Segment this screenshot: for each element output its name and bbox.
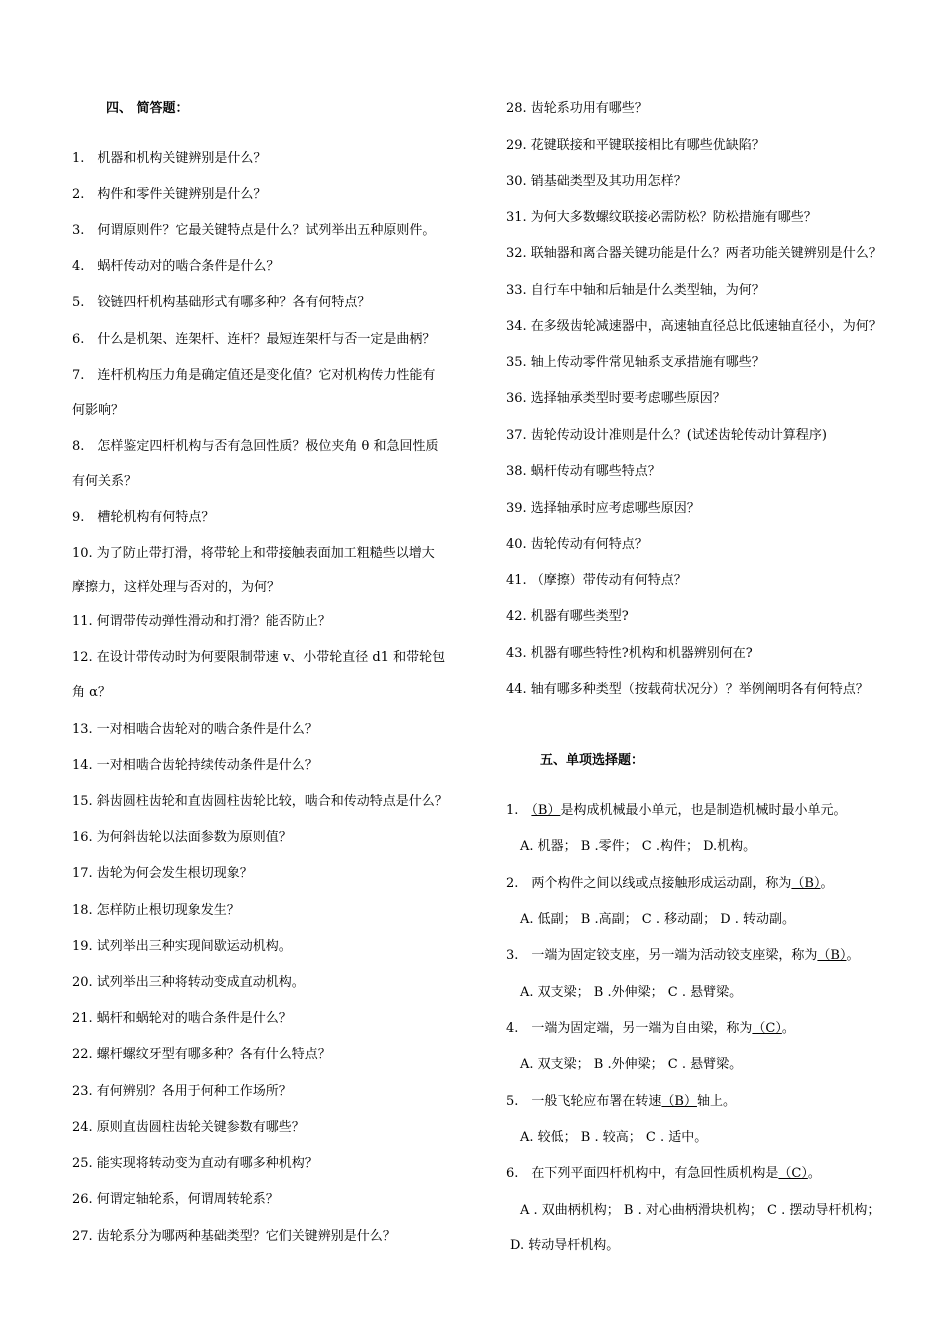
choice-options: A . 双曲柄机构； B . 对心曲柄滑块机构； C . 摆动导杆机构；: [520, 1203, 881, 1218]
question-line: 23. 有何辨别？各用于何种工作场所？: [72, 1084, 292, 1099]
answer-blank: （B）: [661, 1094, 697, 1109]
question-line: 26. 何谓定轴轮系，何谓周转轮系？: [72, 1192, 279, 1207]
question-line: 39. 选择轴承时应考虑哪些原因？: [506, 501, 700, 516]
question-line: 28. 齿轮系功用有哪些？: [506, 101, 648, 116]
question-line: 6. 什么是机架、连架杆、连杆？最短连架杆与否一定是曲柄？: [72, 332, 436, 347]
question-line: 摩擦力，这样处理与否对的，为何？: [72, 580, 281, 595]
question-line: 38. 蜗杆传动有哪些特点？: [506, 464, 661, 479]
question-line: 25. 能实现将转动变为直动有哪多种机构？: [72, 1156, 318, 1171]
question-line: 32. 联轴器和离合器关键功能是什么？两者功能关键辨别是什么？: [506, 246, 882, 261]
question-text: 4. 一端为固定端，另一端为自由梁，称为: [506, 1021, 753, 1036]
choice-options-continued: D. 转动导杆机构。: [510, 1238, 620, 1253]
question-line: 9. 槽轮机构有何特点？: [72, 510, 215, 525]
answer-blank: （B）: [791, 876, 821, 891]
question-line: 7. 连杆机构压力角是确定值还是变化值？它对机构传力性能有: [72, 368, 436, 383]
question-line: 36. 选择轴承类型时要考虑哪些原因？: [506, 391, 726, 406]
question-line: 8. 怎样鉴定四杆机构与否有急回性质？极位夹角 θ 和急回性质: [72, 439, 439, 454]
answer-blank: （C）: [752, 1021, 782, 1036]
question-text: 6. 在下列平面四杆机构中，有急回性质机构是: [506, 1166, 779, 1181]
answer-blank: （C）: [778, 1166, 808, 1181]
choice-options: A. 双支梁； B .外伸梁； C . 悬臂梁。: [520, 985, 743, 1000]
question-line: 3. 何谓原则件？它最关键特点是什么？试列举出五种原则件。: [72, 223, 436, 238]
answer-blank: （B）: [531, 803, 561, 818]
question-line: 5. 铰链四杆机构基础形式有哪多种？各有何特点？: [72, 295, 371, 310]
question-line: 30. 销基础类型及其功用怎样？: [506, 174, 687, 189]
question-line: 24. 原则直齿圆柱齿轮关键参数有哪些？: [72, 1120, 305, 1135]
section-heading-short-answer: 四、 简答题：: [106, 101, 189, 116]
question-line: 37. 齿轮传动设计准则是什么？(试述齿轮传动计算程序): [506, 428, 827, 443]
question-line: 31. 为何大多数螺纹联接必需防松？防松措施有哪些？: [506, 210, 817, 225]
choice-question: [506, 1020, 795, 1038]
question-line: 19. 试列举出三种实现间歇运动机构。: [72, 939, 292, 954]
choice-options: A. 较低； B . 较高； C . 适中。: [520, 1130, 708, 1145]
question-line: 27. 齿轮系分为哪两种基础类型？它们关键辨别是什么？: [72, 1229, 396, 1244]
choice-question: [506, 802, 846, 820]
question-text: 3. 一端为固定铰支座，另一端为活动铰支座梁，称为: [506, 948, 818, 963]
question-text-tail: 。: [781, 1021, 795, 1036]
question-line: 35. 轴上传动零件常见轴系支承措施有哪些？: [506, 355, 765, 370]
question-line: 40. 齿轮传动有何特点？: [506, 537, 648, 552]
question-text-tail: 。: [846, 948, 860, 963]
question-line: 20. 试列举出三种将转动变成直动机构。: [72, 975, 305, 990]
question-text-tail: 。: [807, 1166, 821, 1181]
question-line: 42. 机器有哪些类型?: [506, 609, 629, 624]
question-line: 2. 构件和零件关键辨别是什么？: [72, 187, 267, 202]
question-text: 5. 一般飞轮应布署在转速: [506, 1094, 662, 1109]
question-text: 2. 两个构件之间以线或点接触形成运动副，称为: [506, 876, 792, 891]
question-line: 41. （摩擦）带传动有何特点？: [506, 573, 687, 588]
answer-blank: （B）: [817, 948, 847, 963]
question-line: 21. 蜗杆和蜗轮对的啮合条件是什么？: [72, 1011, 292, 1026]
question-line: 4. 蜗杆传动对的啮合条件是什么？: [72, 259, 280, 274]
choice-question: [506, 1093, 736, 1111]
question-line: 11. 何谓带传动弹性滑动和打滑？能否防止？: [72, 614, 331, 629]
question-line: 17. 齿轮为何会发生根切现象？: [72, 866, 253, 881]
question-line: 18. 怎样防止根切现象发生？: [72, 903, 240, 918]
question-line: 12. 在设计带传动时为何要限制带速 v、小带轮直径 d1 和带轮包: [72, 650, 446, 665]
question-text: 1.: [506, 803, 532, 818]
question-line: 何影响？: [72, 403, 125, 418]
choice-options: A. 机器； B .零件； C .构件； D.机构。: [520, 839, 757, 854]
choice-options: A. 低副； B .高副； C . 移动副； D . 转动副。: [520, 912, 796, 927]
question-text-tail: 轴上。: [696, 1094, 736, 1109]
question-line: 有何关系？: [72, 474, 138, 489]
question-line: 1. 机器和机构关键辨别是什么？: [72, 151, 267, 166]
question-text-tail: 是构成机械最小单元，也是制造机械时最小单元。: [560, 803, 847, 818]
question-line: 34. 在多级齿轮减速器中，高速轴直径总比低速轴直径小，为何？: [506, 319, 882, 334]
choice-options: A. 双支梁； B .外伸梁； C . 悬臂梁。: [520, 1057, 743, 1072]
question-line: 29. 花键联接和平键联接相比有哪些优缺陷？: [506, 138, 765, 153]
section-heading-multiple-choice: 五、单项选择题：: [540, 753, 645, 768]
question-line: 10. 为了防止带打滑，将带轮上和带接触表面加工粗糙些以增大: [72, 546, 435, 561]
question-line: 16. 为何斜齿轮以法面参数为原则值？: [72, 830, 292, 845]
choice-question: [506, 875, 833, 893]
question-line: 角 α？: [72, 685, 111, 700]
question-line: 14. 一对相啮合齿轮持续传动条件是什么？: [72, 758, 318, 773]
question-line: 43. 机器有哪些特性?机构和机器辨别何在?: [506, 646, 753, 661]
question-line: 22. 螺杆螺纹牙型有哪多种？各有什么特点？: [72, 1047, 331, 1062]
question-line: 44. 轴有哪多种类型（按载荷状况分）？举例阐明各有何特点？: [506, 682, 869, 697]
question-text-tail: 。: [820, 876, 834, 891]
choice-question: [506, 1165, 821, 1183]
question-line: 13. 一对相啮合齿轮对的啮合条件是什么？: [72, 722, 318, 737]
question-line: 15. 斜齿圆柱齿轮和直齿圆柱齿轮比较，啮合和传动特点是什么？: [72, 794, 448, 809]
choice-question: [506, 947, 859, 965]
question-line: 33. 自行车中轴和后轴是什么类型轴，为何？: [506, 283, 765, 298]
